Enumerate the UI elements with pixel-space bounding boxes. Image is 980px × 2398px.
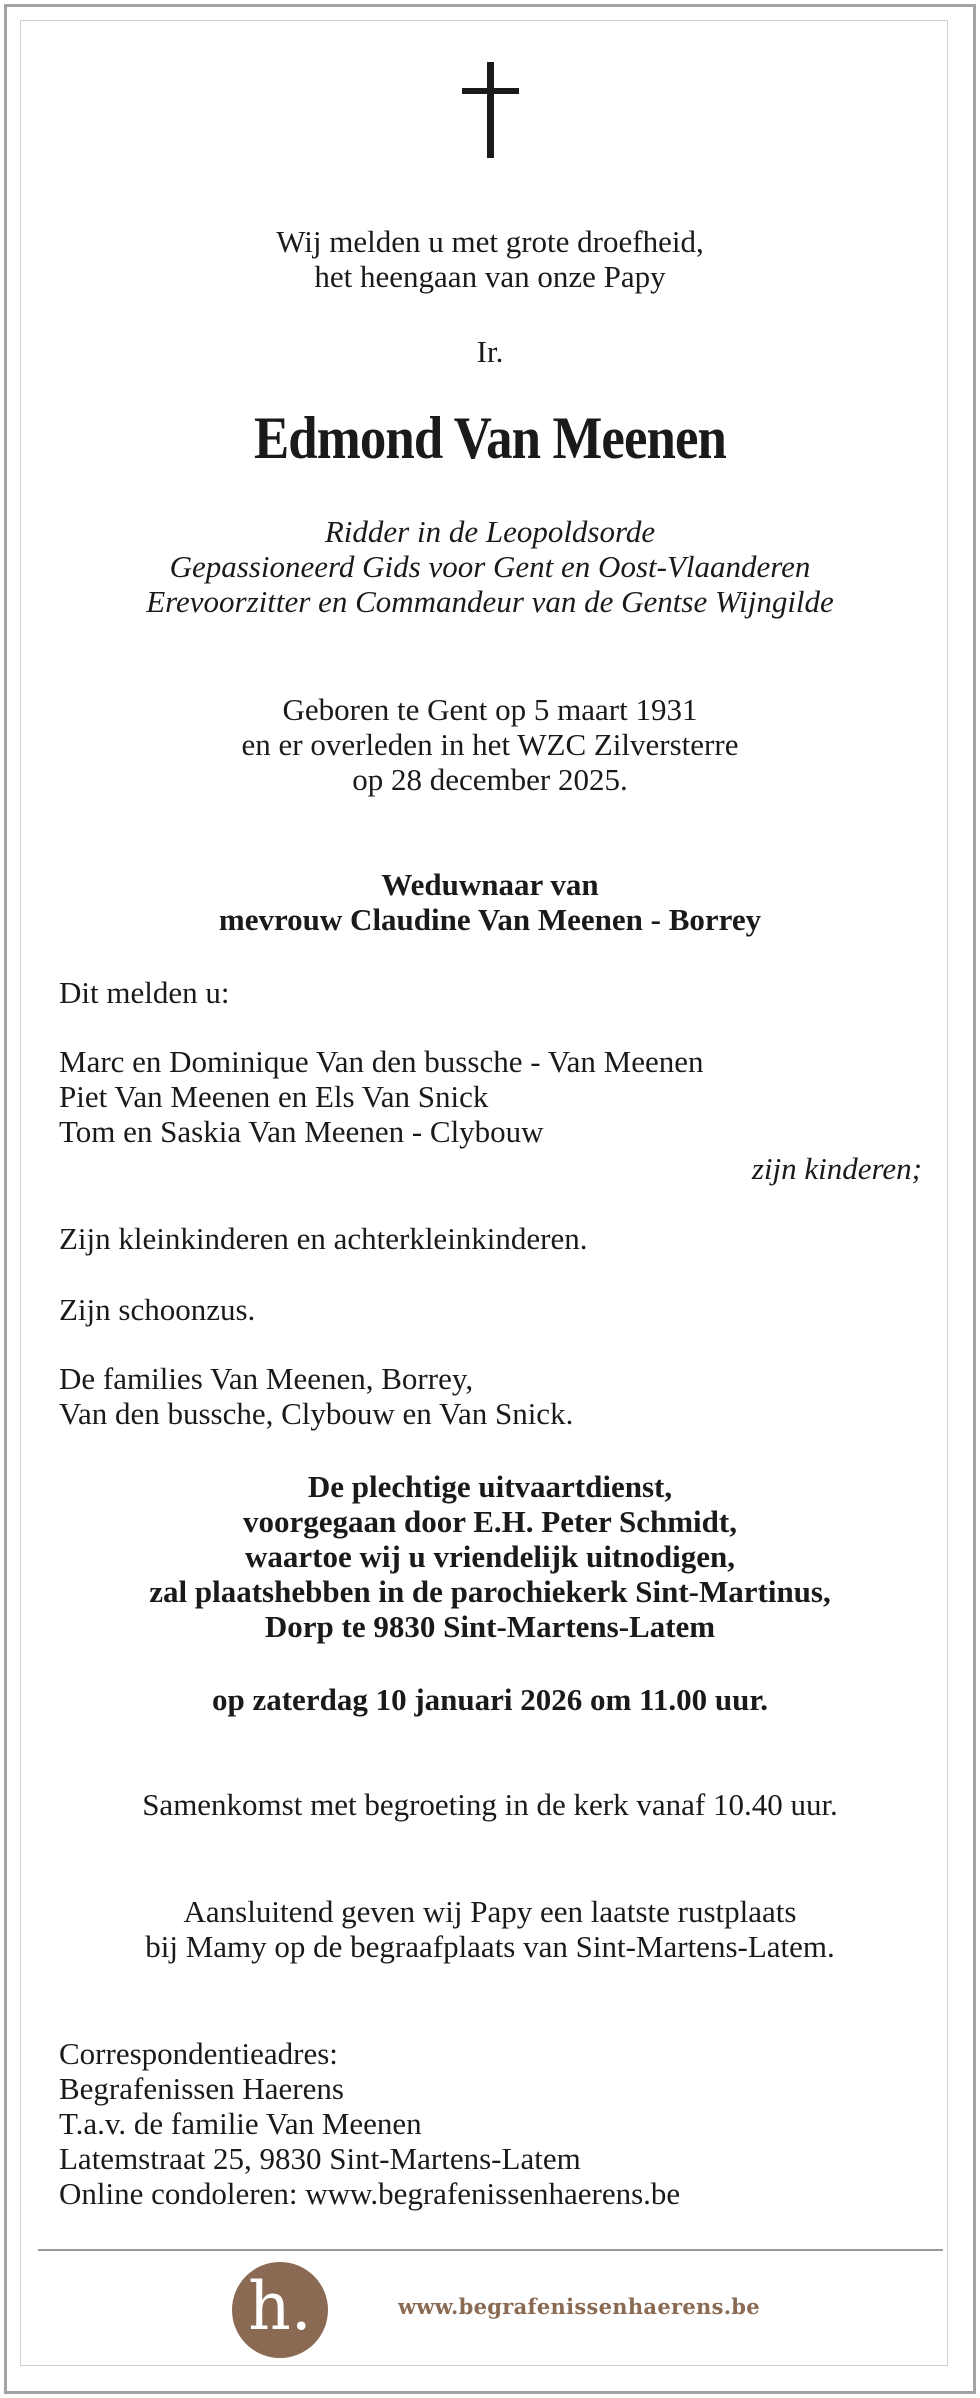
correspondence-line: Latemstraat 25, 9830 Sint-Martens-Latem [59,2141,581,2176]
burial [0,1894,980,1964]
family-line: De families Van Meenen, Borrey, [59,1361,474,1396]
children-note: zijn kinderen; [751,1151,922,1186]
correspondence-line: Begrafenissen Haerens [59,2071,344,2106]
intro-line: Wij melden u met grote droefheid, [276,224,704,259]
correspondence-line: Correspondentieadres: [59,2036,338,2071]
logo-letter: h. [248,2268,312,2345]
sisters-in-law: Zijn schoonzus. [59,1292,256,1327]
life-line: Geboren te Gent op 5 maart 1931 [282,692,698,727]
distinction-line: Gepassioneerd Gids voor Gent en Oost-Vlaanderen [169,549,811,584]
gathering: Samenkomst met begroeting in de kerk vanaf 10.40 uur. [142,1787,838,1822]
correspondence-line: Online condoleren: www.begrafenissenhaerens.be [59,2176,681,2211]
service-details [0,1469,980,1644]
correspondence [59,2036,680,2211]
funeral-home-logo [232,2262,328,2358]
distinction-line: Ridder in de Leopoldsorde [324,514,656,549]
title-prefix: Ir. [476,334,504,369]
service-line: Dorp te 9830 Sint-Martens-Latem [264,1609,716,1644]
family-line: Van den bussche, Clybouw en Van Snick. [59,1396,574,1431]
intro-line: het heengaan van onze Papy [314,259,666,294]
service-date: op zaterdag 10 januari 2026 om 11.00 uur. [211,1682,769,1717]
burial-line: bij Mamy op de begraafplaats van Sint-Martens-Latem. [145,1929,835,1964]
announced-by: Dit melden u: [59,975,230,1010]
spouse-line: mevrouw Claudine Van Meenen - Borrey [218,902,762,937]
child-line: Piet Van Meenen en Els Van Snick [59,1079,489,1114]
service-line: waartoe wij u vriendelijk uitnodigen, [245,1539,735,1574]
distinctions [0,514,980,619]
child-line: Tom en Saskia Van Meenen - Clybouw [59,1114,544,1149]
life-line: op 28 december 2025. [352,762,628,797]
distinction-line: Erevoorzitter en Commandeur van de Gentse Wijngilde [146,584,834,619]
grandchildren: Zijn kleinkinderen en achterkleinkinderen. [59,1221,588,1256]
burial-line: Aansluitend geven wij Papy een laatste rustplaats [183,1894,797,1929]
footer-divider [38,2249,943,2251]
life-dates [0,692,980,797]
deceased-name: Edmond Van Meenen [253,405,727,471]
child-line: Marc en Dominique Van den bussche - Van Meenen [59,1044,704,1079]
service-line: zal plaatshebben in de parochiekerk Sint-Martinus, [149,1574,831,1609]
correspondence-line: T.a.v. de familie Van Meenen [59,2106,422,2141]
intro [0,224,980,294]
service-line: voorgegaan door E.H. Peter Schmidt, [243,1504,737,1539]
inner-frame [20,20,948,2366]
funeral-home-url[interactable]: www.begrafenissenhaerens.be [398,2294,760,2319]
children-list [59,1044,704,1149]
spouse [0,867,980,937]
families [59,1361,573,1431]
life-line: en er overleden in het WZC Zilversterre [241,727,739,762]
spouse-line: Weduwnaar van [381,867,599,902]
service-line: De plechtige uitvaartdienst, [307,1469,673,1504]
